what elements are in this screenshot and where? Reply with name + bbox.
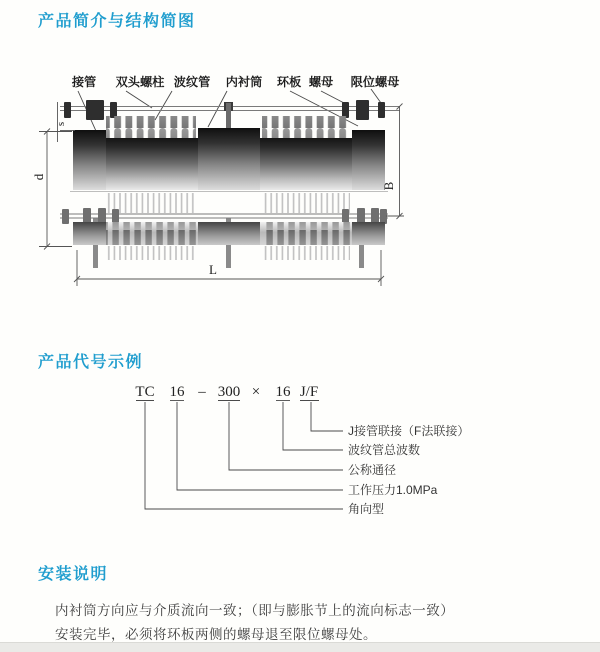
code-example-heading: 产品代号示例 <box>38 354 144 371</box>
nut-block-right <box>356 100 369 120</box>
code-connector-lines <box>145 402 343 509</box>
installation-text-line: 安装完毕，必须将环板两侧的螺母退至限位螺母处。 <box>55 627 377 642</box>
installation-heading: 安装说明 <box>38 566 109 583</box>
dim-b: B <box>381 181 396 191</box>
part-labels <box>71 74 400 89</box>
pipe-end-right <box>352 130 385 190</box>
callout-connection: J接管联接（F法联接） <box>348 424 470 438</box>
part-label-liner: 内衬筒 <box>225 75 263 89</box>
code-part-pressure: 16 <box>169 384 185 400</box>
callout-waves: 波纹管总波数 <box>348 443 421 457</box>
installation-text-line: 内衬筒方向应与介质流向一致；（即与膨胀节上的流向标志一致） <box>55 603 455 618</box>
limit-nut-left <box>64 102 71 118</box>
page-bottom-edge <box>0 642 600 652</box>
dim-l: L <box>209 262 217 277</box>
code-part-times: × <box>251 384 261 400</box>
code-part-diameter: 300 <box>217 384 241 400</box>
part-label-bellows: 波纹管 <box>173 75 211 89</box>
pipe-end-left <box>73 130 106 190</box>
center-stud <box>226 103 231 128</box>
code-part-waves: 16 <box>275 384 291 400</box>
part-label-ringplate: 环板 <box>276 75 302 89</box>
expansion-joint-diagram <box>22 62 412 310</box>
code-part-type: TC <box>135 384 155 400</box>
part-label-limitnut: 限位螺母 <box>350 75 400 89</box>
part-label-stud: 双头螺柱 <box>115 75 165 89</box>
code-row <box>135 384 318 400</box>
bottom-band <box>73 222 385 245</box>
code-part-connection: J/F <box>299 384 319 400</box>
intro-heading: 产品简介与结构简图 <box>38 13 196 30</box>
part-label-nut: 螺母 <box>308 75 334 89</box>
callout-pressure: 工作压力1.0MPa <box>348 483 438 497</box>
dim-d: d <box>31 173 46 181</box>
nut-left <box>110 102 117 118</box>
dimension-d <box>31 129 72 250</box>
part-label-jieguan: 接管 <box>71 75 97 89</box>
nut-block-left <box>86 100 104 120</box>
callout-diameter: 公称通径 <box>348 463 397 477</box>
nut-right <box>342 102 349 118</box>
callout-type: 角向型 <box>348 502 385 516</box>
lower-half <box>60 193 388 268</box>
liner-band <box>198 128 260 190</box>
code-callouts <box>348 423 469 516</box>
product-code-diagram <box>125 376 515 526</box>
dim-s: s <box>55 121 67 127</box>
code-part-dash: – <box>198 384 206 400</box>
limit-nut-right <box>378 102 385 118</box>
